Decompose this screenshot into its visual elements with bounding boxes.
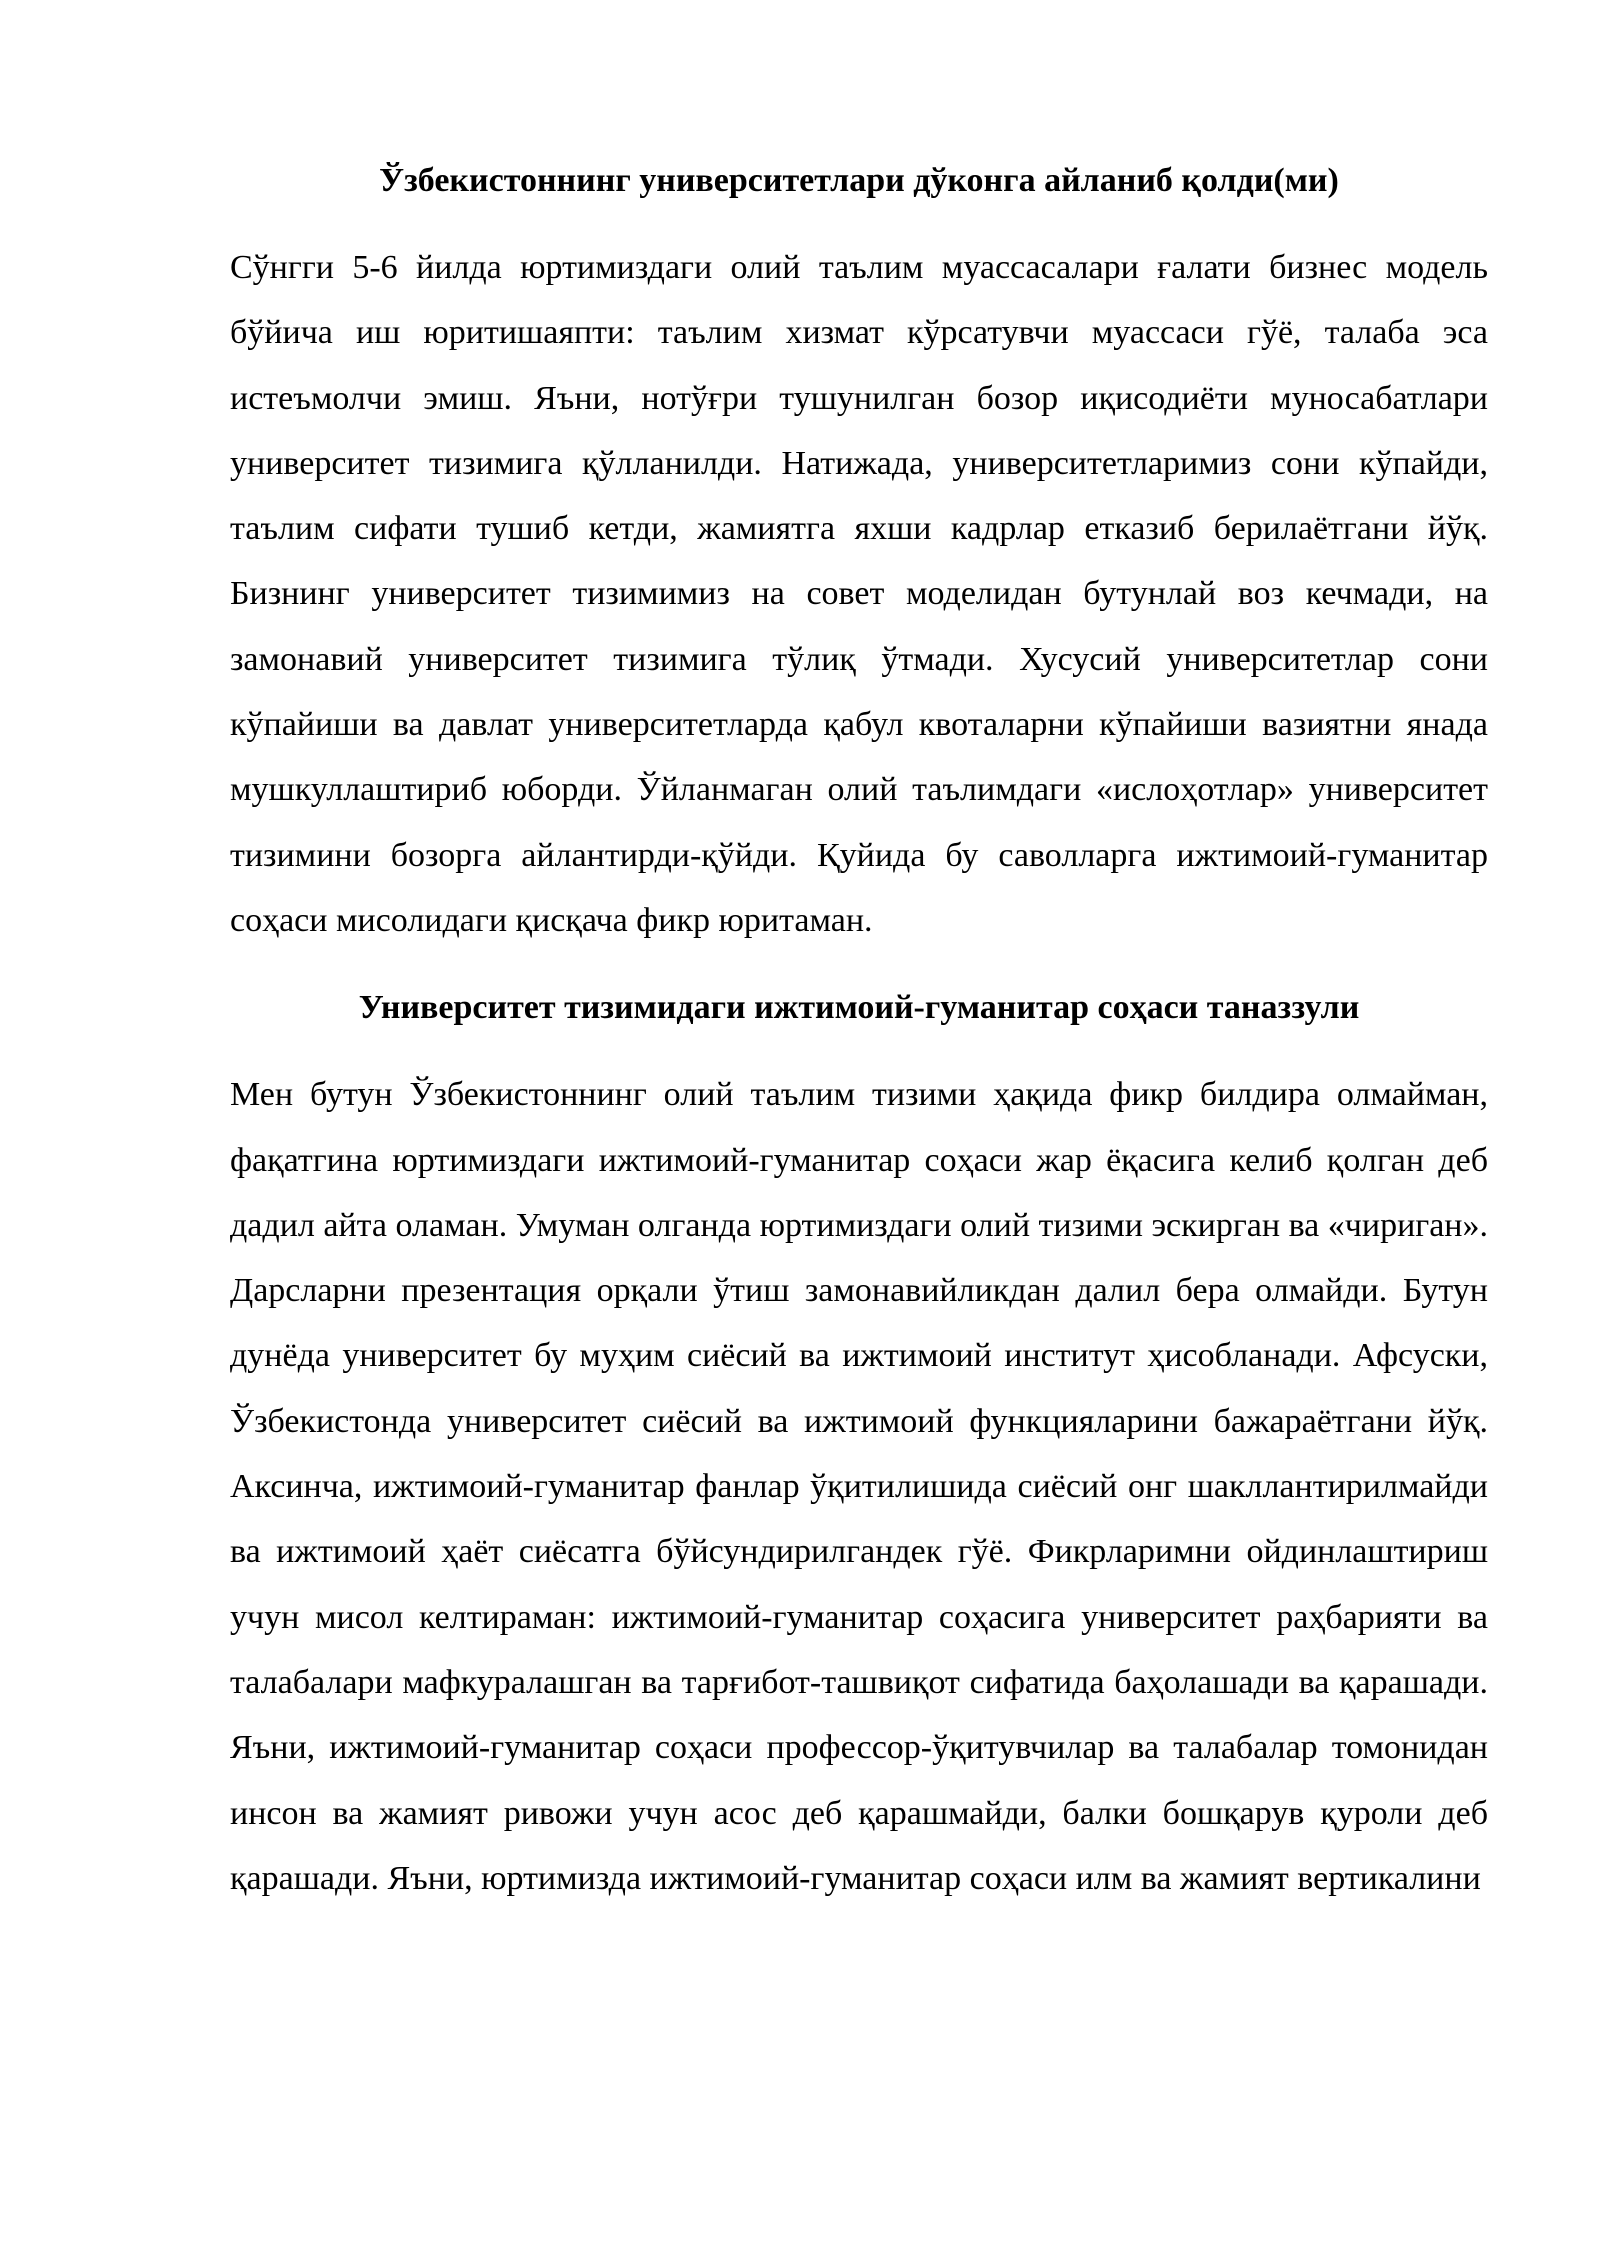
paragraph-intro: Сўнгги 5-6 йилда юртимиздаги олий таълим муассасалари ғалати бизнес модель бўйича иш юритишаяпти: таълим хизмат кўрсатувчи муассаси гўё, талаба эса истеъмолчи эмиш. Яъни, нотўғри тушунилган бозор иқисодиёти муносабатлари университет тизимига қўлланилди. Натижада, университетларимиз сони кўпайди, таълим сифати тушиб кетди, жамиятга яхши кадрлар етказиб берилаётгани йўқ. Бизнинг университет тизимимиз на совет моделидан бутунлай воз кечмади, на замонавий университет тизимига тўлиқ ўтмади. Хусусий университетлар сони кўпайиши ва давлат университетларда қабул квоталарни кўпайиши вазиятни янада мушкуллаштириб юборди. Ўйланмаган олий таълимдаги «ислоҳотлар» университет тизимини бозорга айлантирди-қўйди. Қуйида бу саволларга ижтимоий-гуманитар соҳаси мисолидаги қисқача фикр юритаман. (230, 249, 1488, 939)
paragraph-section: Мен бутун Ўзбекистоннинг олий таълим тизими ҳақида фикр билдира олмайман, фақатгина юртимиздаги ижтимоий-гуманитар соҳаси жар ёқасига келиб қолган деб дадил айта оламан. Умуман олганда юртимиздаги олий тизими эскирган ва «чириган». Дарсларни презентация орқали ўтиш замонавийликдан далил бера олмайди. Бутун дунёда университет бу муҳим сиёсий ва ижтимоий институт ҳисобланади. Афсуски, Ўзбекистонда университет сиёсий ва ижтимоий функцияларини бажараётгани йўқ. Аксинча, ижтимоий-гуманитар фанлар ўқитилишида сиёсий онг шакллантирилмайди ва ижтимоий ҳаёт сиёсатга бўйсундирилгандек гўё. Фикрларимни ойдинлаштириш учун мисол келтираман: ижтимоий-гуманитар соҳасига университет раҳбарияти ва талабалари мафкуралашган ва тарғибот-ташвиқот сифатида баҳолашади ва қарашади. Яъни, ижтимоий-гуманитар соҳаси профессор-ўқитувчилар ва талабалар томонидан инсон ва жамият ривожи учун асос деб қарашмайди, балки бошқарув қуроли деб қарашади. Яъни, юртимизда ижтимоий-гуманитар соҳаси илм ва жамият вертикалини (230, 1076, 1488, 1897)
document-title: Ўзбекистоннинг университетлари дўконга айланиб қолди(ми) (379, 162, 1339, 199)
document-body (230, 148, 1488, 1911)
section-heading: Университет тизимидаги ижтимоий-гуманитар соҳаси таназзули (358, 989, 1360, 1027)
